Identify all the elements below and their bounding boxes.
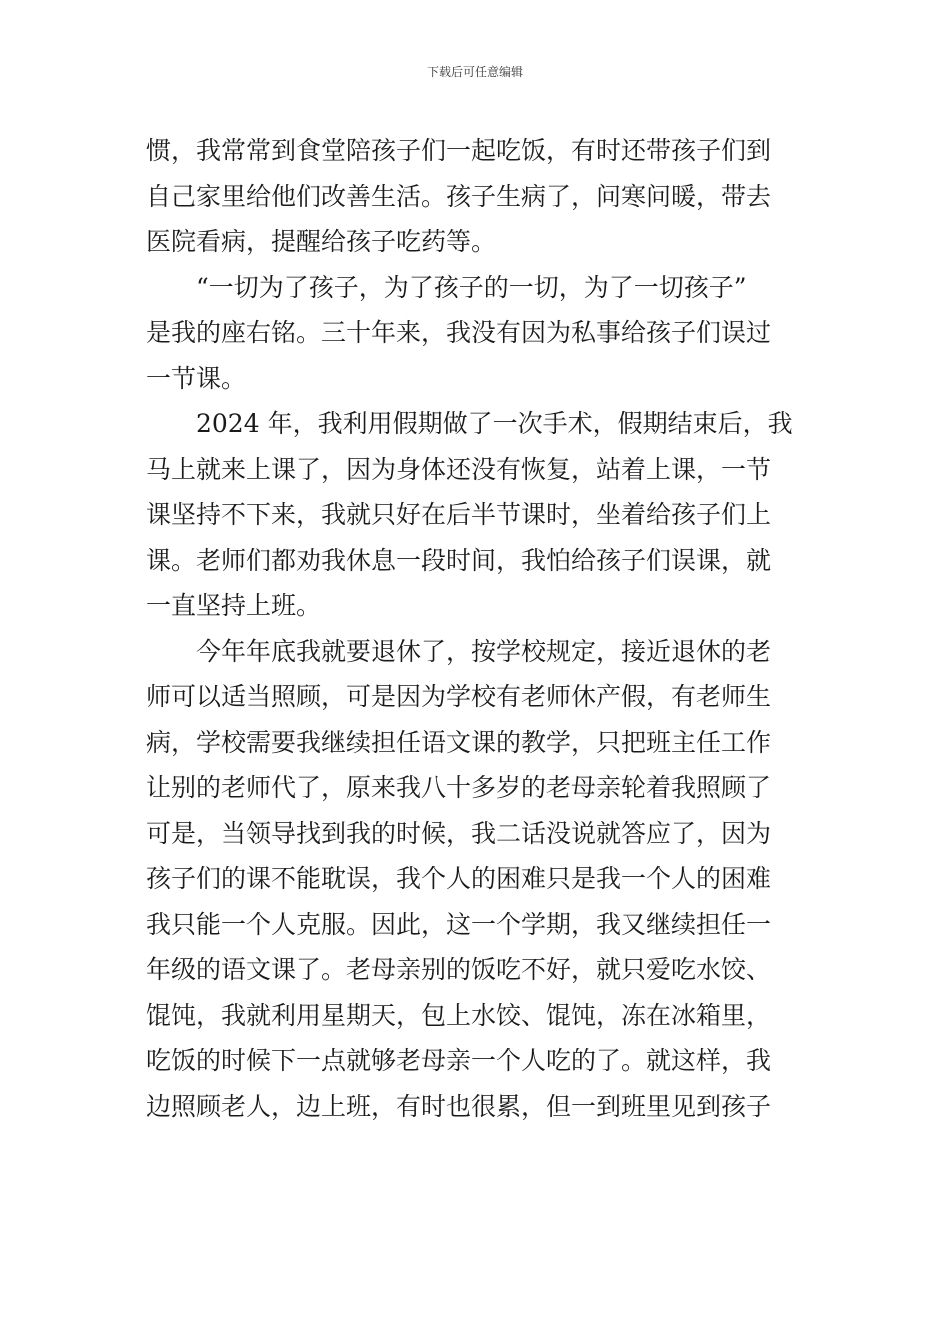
text-line: 可是，当领导找到我的时候，我二话没说就答应了，因为 — [146, 818, 772, 848]
text-line: 一节课。 — [146, 363, 247, 393]
text-line: 2024 年，我利用假期做了一次手术，假期结束后，我 — [196, 409, 793, 438]
text-line: 我只能一个人克服。因此，这一个学期，我又继续担任一 — [146, 909, 772, 939]
text-line: 一直坚持上班。 — [146, 591, 322, 620]
text-line: 马上就来上课了，因为身体还没有恢复，站着上课，一节 — [146, 454, 772, 484]
text-line: 今年年底我就要退休了，按学校规定，接近退休的老 — [196, 636, 772, 666]
text-line: 让别的老师代了，原来我八十多岁的老母亲轮着我照顾了 — [146, 773, 772, 802]
text-line: 边照顾老人，边上班，有时也很累，但一到班里见到孩子 — [146, 1091, 772, 1121]
text-line: 课。老师们都劝我休息一段时间，我怕给孩子们误课，就 — [146, 545, 772, 575]
document-body — [146, 128, 808, 1129]
text-line: 是我的座右铭。三十年来，我没有因为私事给孩子们误过 — [146, 318, 772, 347]
text-line: 馄饨，我就利用星期天，包上水饺、馄饨，冻在冰箱里， — [146, 1000, 772, 1030]
text-line: 吃饭的时候下一点就够老母亲一个人吃的了。就这样，我 — [146, 1046, 772, 1075]
text-line: 病，学校需要我继续担任语文课的教学，只把班主任工作 — [146, 727, 772, 757]
text-line: 医院看病，提醒给孩子吃药等。 — [146, 227, 497, 256]
text-line: 师可以适当照顾，可是因为学校有老师休产假，有老师生 — [146, 682, 772, 711]
text-line: 年级的语文课了。老母亲别的饭吃不好，就只爱吃水饺、 — [146, 955, 772, 984]
text-line: 课坚持不下来，我就只好在后半节课时，坐着给孩子们上 — [146, 500, 772, 529]
text-line: “一切为了孩子，为了孩子的一切，为了一切孩子” — [196, 272, 747, 302]
page-header: 下载后可任意编辑 — [426, 65, 523, 79]
text-line: 孩子们的课不能耽误，我个人的困难只是我一个人的困难 — [146, 864, 772, 893]
text-line: 惯，我常常到食堂陪孩子们一起吃饭，有时还带孩子们到 — [146, 136, 772, 165]
text-line: 自己家里给他们改善生活。孩子生病了，问寒问暖，带去 — [146, 181, 772, 211]
